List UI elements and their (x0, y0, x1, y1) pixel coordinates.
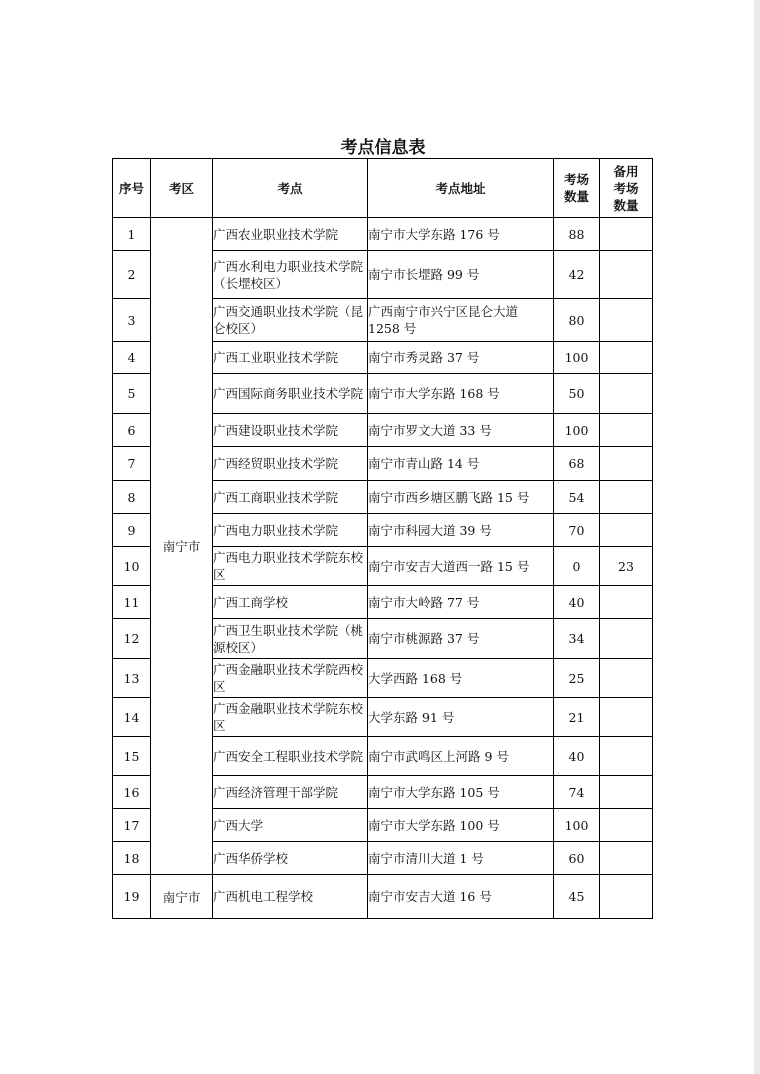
cell-seq: 15 (113, 737, 151, 776)
cell-backup (600, 842, 653, 875)
cell-address: 南宁市西乡塘区鹏飞路 15 号 (368, 481, 554, 514)
header-rooms-line: 数量 (563, 189, 589, 204)
cell-address: 南宁市安吉大道西一路 15 号 (368, 547, 554, 586)
cell-address: 南宁市科园大道 39 号 (368, 514, 554, 547)
cell-seq: 6 (113, 414, 151, 447)
cell-address: 南宁市安吉大道 16 号 (368, 875, 554, 919)
header-rooms (554, 159, 600, 218)
cell-backup (600, 514, 653, 547)
cell-address: 南宁市青山路 14 号 (368, 447, 554, 481)
cell-rooms: 40 (554, 586, 600, 619)
cell-site: 广西华侨学校 (213, 842, 368, 875)
cell-site: 广西水利电力职业技术学院（长堽校区） (213, 251, 368, 299)
cell-site: 广西电力职业技术学院东校区 (213, 547, 368, 586)
cell-site: 广西经贸职业技术学院 (213, 447, 368, 481)
cell-rooms: 68 (554, 447, 600, 481)
cell-seq: 19 (113, 875, 151, 919)
cell-rooms: 60 (554, 842, 600, 875)
cell-site: 广西安全工程职业技术学院 (213, 737, 368, 776)
cell-address: 大学东路 91 号 (368, 698, 554, 737)
exam-site-table (112, 158, 653, 919)
cell-site: 广西经济管理干部学院 (213, 776, 368, 809)
cell-seq: 1 (113, 218, 151, 251)
cell-backup (600, 659, 653, 698)
table-row (113, 218, 653, 251)
cell-address: 广西南宁市兴宁区昆仑大道 1258 号 (368, 299, 554, 342)
cell-address: 南宁市长堽路 99 号 (368, 251, 554, 299)
cell-seq: 7 (113, 447, 151, 481)
cell-backup (600, 481, 653, 514)
cell-rooms: 45 (554, 875, 600, 919)
cell-rooms: 34 (554, 619, 600, 659)
cell-address: 南宁市大学东路 168 号 (368, 374, 554, 414)
cell-rooms: 40 (554, 737, 600, 776)
cell-site: 广西大学 (213, 809, 368, 842)
header-region: 考区 (151, 159, 213, 218)
cell-backup (600, 374, 653, 414)
cell-site: 广西电力职业技术学院 (213, 514, 368, 547)
cell-backup (600, 737, 653, 776)
cell-address: 南宁市罗文大道 33 号 (368, 414, 554, 447)
cell-site: 广西交通职业技术学院（昆仑校区） (213, 299, 368, 342)
cell-seq: 16 (113, 776, 151, 809)
cell-address: 南宁市武鸣区上河路 9 号 (368, 737, 554, 776)
cell-rooms: 54 (554, 481, 600, 514)
cell-site: 广西卫生职业技术学院（桃源校区） (213, 619, 368, 659)
page-edge (754, 0, 760, 1074)
cell-site: 广西工业职业技术学院 (213, 342, 368, 374)
cell-address: 南宁市桃源路 37 号 (368, 619, 554, 659)
header-seq: 序号 (113, 159, 151, 218)
cell-region: 南宁市 (151, 875, 213, 919)
cell-backup (600, 875, 653, 919)
cell-rooms: 100 (554, 342, 600, 374)
header-backup (600, 159, 653, 218)
cell-backup (600, 776, 653, 809)
cell-site: 广西工商学校 (213, 586, 368, 619)
cell-backup: 23 (600, 547, 653, 586)
cell-rooms: 88 (554, 218, 600, 251)
header-rooms-line: 考场 (563, 172, 589, 187)
cell-address: 大学西路 168 号 (368, 659, 554, 698)
cell-rooms: 70 (554, 514, 600, 547)
cell-site: 广西机电工程学校 (213, 875, 368, 919)
cell-seq: 5 (113, 374, 151, 414)
cell-rooms: 0 (554, 547, 600, 586)
cell-seq: 13 (113, 659, 151, 698)
cell-site: 广西工商职业技术学院 (213, 481, 368, 514)
cell-seq: 18 (113, 842, 151, 875)
header-backup-line: 数量 (613, 197, 639, 213)
cell-seq: 2 (113, 251, 151, 299)
cell-backup (600, 251, 653, 299)
cell-region: 南宁市 (151, 218, 213, 875)
cell-site: 广西建设职业技术学院 (213, 414, 368, 447)
cell-backup (600, 414, 653, 447)
cell-backup (600, 619, 653, 659)
cell-address: 南宁市大学东路 100 号 (368, 809, 554, 842)
cell-rooms: 80 (554, 299, 600, 342)
cell-rooms: 21 (554, 698, 600, 737)
cell-seq: 14 (113, 698, 151, 737)
cell-backup (600, 586, 653, 619)
cell-address: 南宁市大学东路 105 号 (368, 776, 554, 809)
cell-seq: 3 (113, 299, 151, 342)
cell-address: 南宁市清川大道 1 号 (368, 842, 554, 875)
header-site: 考点 (213, 159, 368, 218)
cell-rooms: 25 (554, 659, 600, 698)
cell-rooms: 50 (554, 374, 600, 414)
cell-address: 南宁市大学东路 176 号 (368, 218, 554, 251)
header-backup-line: 考场 (613, 180, 639, 196)
cell-backup (600, 342, 653, 374)
cell-site: 广西国际商务职业技术学院 (213, 374, 368, 414)
cell-seq: 11 (113, 586, 151, 619)
cell-address: 南宁市秀灵路 37 号 (368, 342, 554, 374)
page-title: 考点信息表 (340, 138, 426, 158)
cell-site: 广西农业职业技术学院 (213, 218, 368, 251)
cell-backup (600, 218, 653, 251)
cell-seq: 17 (113, 809, 151, 842)
cell-backup (600, 698, 653, 737)
cell-seq: 9 (113, 514, 151, 547)
cell-site: 广西金融职业技术学院东校区 (213, 698, 368, 737)
cell-backup (600, 447, 653, 481)
table-row (113, 875, 653, 919)
cell-rooms: 100 (554, 414, 600, 447)
cell-rooms: 100 (554, 809, 600, 842)
header-backup-line: 备用 (613, 163, 639, 179)
header-address: 考点地址 (368, 159, 554, 218)
cell-seq: 12 (113, 619, 151, 659)
cell-rooms: 42 (554, 251, 600, 299)
cell-backup (600, 809, 653, 842)
table-header-row (113, 159, 653, 218)
cell-seq: 4 (113, 342, 151, 374)
cell-seq: 8 (113, 481, 151, 514)
cell-site: 广西金融职业技术学院西校区 (213, 659, 368, 698)
cell-seq: 10 (113, 547, 151, 586)
cell-address: 南宁市大岭路 77 号 (368, 586, 554, 619)
cell-backup (600, 299, 653, 342)
cell-rooms: 74 (554, 776, 600, 809)
